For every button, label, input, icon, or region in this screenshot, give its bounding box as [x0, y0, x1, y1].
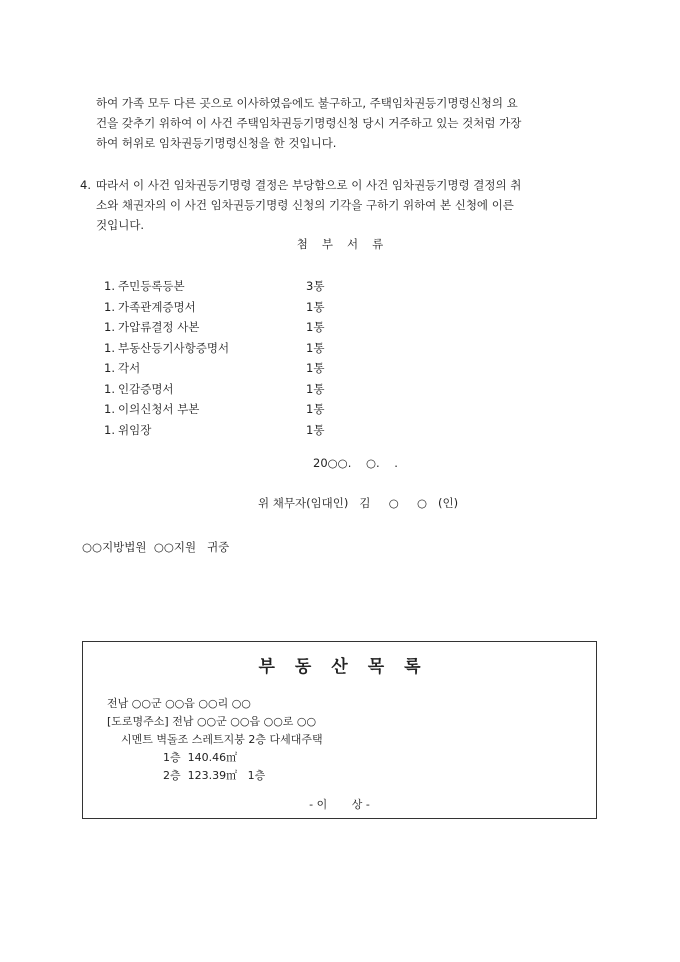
attachment-quantity: 1통 [306, 320, 325, 334]
paragraph-line: 건을 갖추기 위하여 이 사건 주택임차권등기명령신청 당시 거주하고 있는 것처럼 가장 [96, 116, 522, 130]
body-paragraph [96, 93, 604, 153]
paragraph-line: 소와 채권자의 이 사건 임차권등기명령 신청의 기각을 구하기 위하여 본 신청에 이른 [96, 198, 514, 212]
property-list-box [82, 641, 597, 819]
attachment-item [104, 399, 344, 420]
attachment-name: 주민등록등본 [118, 279, 185, 293]
attachment-item [104, 379, 344, 400]
attachment-quantity: 1통 [306, 299, 325, 314]
attachment-item [104, 276, 344, 297]
attachment-number: 1. [104, 320, 115, 334]
attachment-number: 1. [104, 361, 115, 375]
attachments-heading: 첨부서류 [296, 237, 398, 251]
document-date: 20○○. ○. . [313, 456, 398, 470]
attachment-number: 1. [104, 381, 115, 396]
paragraph-line: 따라서 이 사건 임차권등기명령 결정은 부당함으로 이 사건 임차권등기명령 결정의 취 [96, 178, 522, 192]
attachment-item [104, 338, 344, 359]
attachment-name: 가압류결정 사본 [118, 320, 200, 334]
property-floor-2: 2층 123.39㎡ 1층 [163, 769, 266, 782]
attachment-item [104, 297, 344, 318]
attachment-item [104, 420, 344, 441]
property-road-address: [도로명주소] 전남 ○○군 ○○읍 ○○로 ○○ [107, 715, 317, 728]
attachments-list [104, 276, 344, 440]
paragraph-line: 하여 허위로 임차권등기명령신청을 한 것입니다. [96, 136, 337, 150]
item-number: 4. [80, 178, 91, 192]
attachment-item [104, 358, 344, 379]
attachment-name: 이의신청서 부본 [118, 402, 200, 416]
attachment-number: 1. [104, 279, 115, 293]
property-building: 시멘트 벽돌조 스레트지붕 2층 다세대주택 [121, 733, 323, 746]
attachment-name: 부동산등기사항증명서 [118, 340, 230, 355]
attachment-number: 1. [104, 340, 115, 355]
attachment-number: 1. [104, 299, 115, 314]
attachment-quantity: 1통 [306, 402, 325, 416]
end-mark: - 이 상 - [309, 798, 370, 811]
attachment-item [104, 317, 344, 338]
applicant-signature: 위 채무자(임대인) 김 ○ ○ (인) [258, 496, 459, 510]
attachment-name: 인감증명서 [118, 381, 174, 396]
property-location: 전남 ○○군 ○○읍 ○○리 ○○ [107, 697, 251, 710]
paragraph-line: 하여 가족 모두 다른 곳으로 이사하였음에도 불구하고, 주택임차권등기명령신청의 요 [96, 96, 518, 110]
court-addressee: ○○지방법원 ○○지원 귀중 [82, 540, 230, 554]
attachment-name: 각서 [118, 361, 141, 375]
attachment-name: 가족관계증명서 [118, 299, 196, 314]
attachment-number: 1. [104, 402, 115, 416]
attachment-quantity: 3통 [306, 279, 325, 293]
attachment-quantity: 1통 [306, 422, 325, 437]
attachment-number: 1. [104, 422, 115, 437]
property-floor-1: 1층 140.46㎡ [163, 751, 238, 764]
attachment-quantity: 1통 [306, 361, 325, 375]
property-list-title: 부동산목록 [258, 657, 441, 677]
attachment-quantity: 1통 [306, 340, 325, 355]
attachment-quantity: 1통 [306, 381, 325, 396]
paragraph-line: 것입니다. [96, 218, 145, 232]
attachment-name: 위임장 [118, 422, 152, 437]
